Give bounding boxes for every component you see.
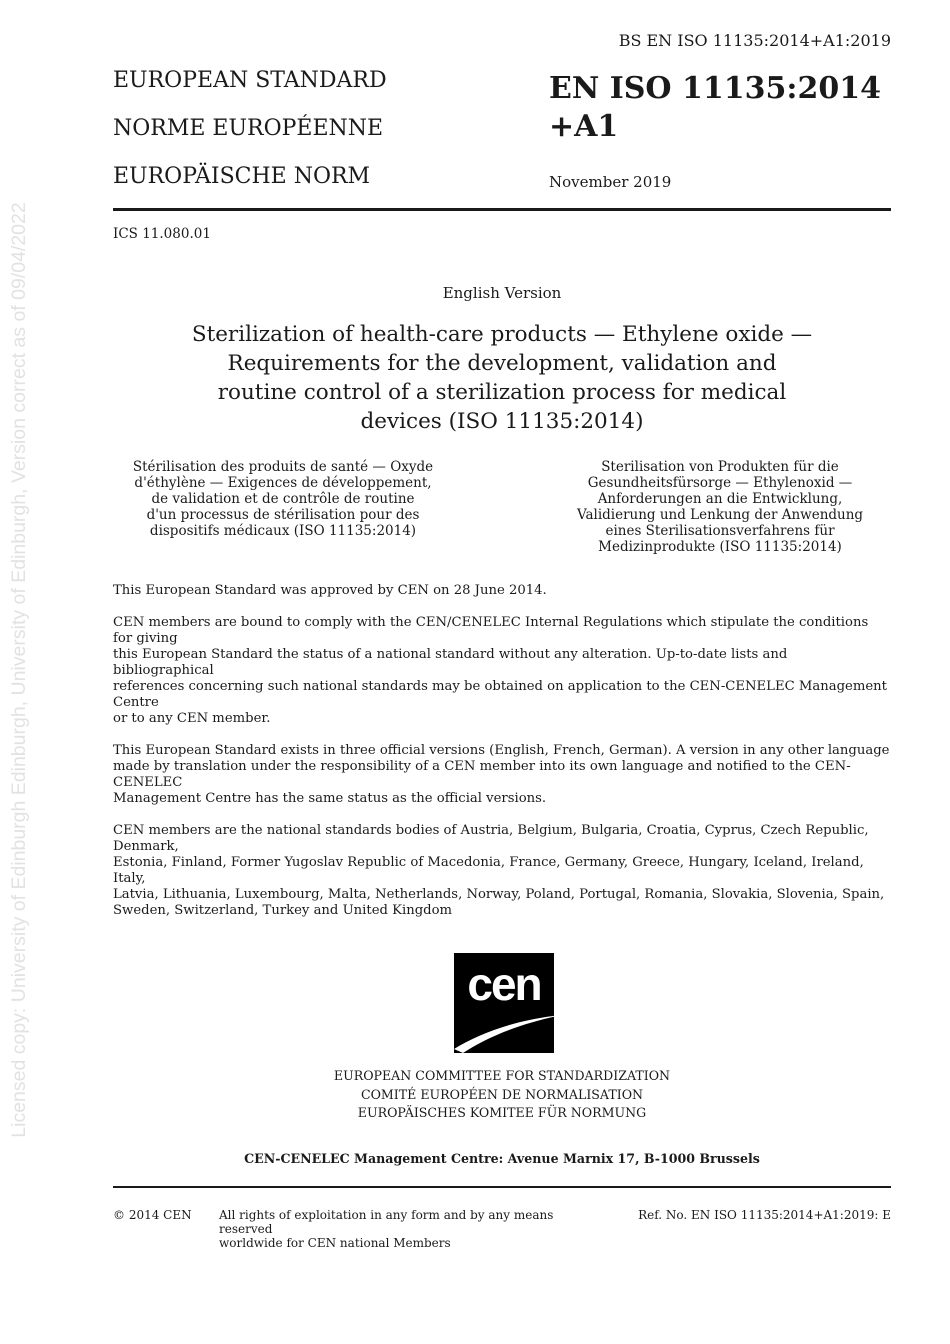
cen-logo [451, 951, 563, 1055]
document-title [175, 320, 829, 436]
amendment-code: +A1 [549, 109, 619, 144]
text-line: Sweden, Switzerland, Turkey and United Kingdom [113, 903, 453, 918]
copyright-notice: © 2014 CEN [113, 1208, 192, 1222]
french-title-line: d'éthylène — Exigences de développement, [134, 475, 432, 491]
header-divider [113, 208, 891, 211]
footer-divider [113, 1186, 891, 1188]
text-line: CEN members are the national standards bodies of Austria, Belgium, Bulgaria, Croatia, Cyprus, Czech Republic, Denmark, [113, 823, 869, 854]
german-title [575, 459, 865, 555]
license-watermark: Licensed copy: University of Edinburgh Edinburgh, University of Edinburgh, Version correct as of 09/04/2022 [8, 202, 30, 1138]
title-line: Sterilization of health-care products — Ethylene oxide — [191, 322, 813, 347]
standard-code-line: EN ISO 11135:2014 [549, 71, 881, 106]
standard-names [113, 69, 387, 213]
committee-names [113, 1067, 891, 1123]
text-line: or to any CEN member. [113, 711, 271, 726]
title-line: devices (ISO 11135:2014) [360, 409, 644, 434]
publication-date: November 2019 [549, 173, 672, 191]
ics-code: ICS 11.080.01 [113, 226, 211, 242]
french-title-line: de validation et de contrôle de routine [151, 491, 415, 507]
management-centre-address: CEN-CENELEC Management Centre: Avenue Marnix 17, B-1000 Brussels [244, 1151, 760, 1166]
body-text [113, 583, 891, 935]
language-version: English Version [442, 284, 562, 302]
german-title-line: eines Sterilisationsverfahrens für [605, 523, 835, 539]
german-title-line: Anforderungen an die Entwicklung, [597, 491, 843, 507]
compliance-paragraph [113, 615, 891, 727]
text-line: this European Standard the status of a national standard without any alteration. Up-to-date lists and bibliographical [113, 647, 788, 678]
german-title-line: Medizinprodukte (ISO 11135:2014) [598, 539, 842, 555]
rights-line: worldwide for CEN national Members [219, 1236, 451, 1250]
french-title [128, 459, 438, 539]
standard-name-fr: NORME EUROPÉENNE [113, 116, 384, 141]
text-line: This European Standard exists in three official versions (English, French, German). A version in any other language [113, 743, 890, 758]
standard-name-en: EUROPEAN STANDARD [113, 68, 387, 93]
versions-paragraph [113, 743, 891, 807]
text-line: Management Centre has the same status as the official versions. [113, 791, 547, 806]
text-line: Latvia, Lithuania, Luxembourg, Malta, Netherlands, Norway, Poland, Portugal, Romania, Slovakia, Slovenia, Spain, [113, 887, 885, 902]
french-title-line: Stérilisation des produits de santé — Oxyde [132, 459, 434, 475]
standard-name-de: EUROPÄISCHE NORM [113, 164, 371, 189]
document-id: BS EN ISO 11135:2014+A1:2019 [618, 31, 891, 50]
text-line: CEN members are bound to comply with the CEN/CENELEC Internal Regulations which stipulate the conditions for giving [113, 615, 869, 646]
members-paragraph [113, 823, 891, 919]
committee-name-de: EUROPÄISCHES KOMITEE FÜR NORMUNG [357, 1105, 647, 1120]
rights-notice [219, 1208, 599, 1250]
committee-name-fr: COMITÉ EUROPÉEN DE NORMALISATION [360, 1086, 644, 1102]
german-title-line: Sterilisation von Produkten für die [601, 459, 839, 475]
standard-code [549, 70, 889, 146]
french-title-line: dispositifs médicaux (ISO 11135:2014) [149, 523, 417, 539]
german-title-line: Validierung und Lenkung der Anwendung [576, 507, 864, 523]
cen-logo-text: cen [467, 958, 541, 1010]
french-title-line: d'un processus de stérilisation pour des [146, 507, 420, 523]
title-line: Requirements for the development, validation and [227, 351, 777, 376]
reference-number: Ref. No. EN ISO 11135:2014+A1:2019: E [638, 1208, 891, 1222]
title-line: routine control of a sterilization process for medical [217, 380, 787, 405]
text-line: This European Standard was approved by CEN on 28 June 2014. [113, 583, 547, 598]
approval-paragraph [113, 583, 891, 599]
text-line: references concerning such national standards may be obtained on application to the CEN-CENELEC Management Centre [113, 679, 887, 710]
committee-name-en: EUROPEAN COMMITTEE FOR STANDARDIZATION [333, 1068, 671, 1083]
text-line: Estonia, Finland, Former Yugoslav Republic of Macedonia, France, Germany, Greece, Hungary, Iceland, Ireland, Italy, [113, 855, 864, 886]
text-line: made by translation under the responsibility of a CEN member into its own language and notified to the CEN-CENELEC [113, 759, 851, 790]
german-title-line: Gesundheitsfürsorge — Ethylenoxid — [587, 475, 853, 491]
rights-line: All rights of exploitation in any form and by any means reserved [219, 1208, 554, 1236]
